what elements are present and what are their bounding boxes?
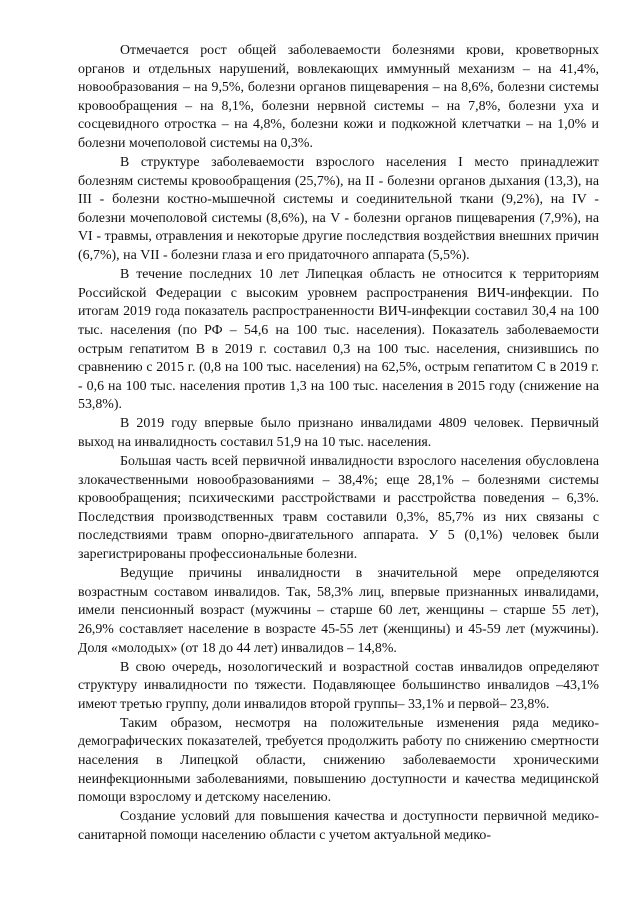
paragraph-adult-morbidity-structure: В структуре заболеваемости взрослого населения I место принадлежит болезням системы кровообращения (25,7%), на II - болезни органов дыхания (13,3), на III - болезни костно-мышечной системы и соединительной ткани (9,2%), на IV - болезни мочеполовой системы (8,6%), на V - болезни органов пищеварения (7,9%), на VI - травмы, отравления и некоторые другие последствия воздействия внешних причин (6,7%), на VII - болезни глаза и его придаточного аппарата (5,5%). (78, 155, 599, 264)
paragraph-disability-2019: В 2019 году впервые было признано инвалидами 4809 человек. Первичный выход на инвалидность составил 51,9 на 10 тыс. населения. (78, 416, 599, 450)
paragraph-disability-severity: В свою очередь, нозологический и возрастной состав инвалидов определяют структуру инвалидности по тяжести. Подавляющее большинство инвалидов –43,1% имеют третью группу, доли инвалидов второй группы– 33,1% и первой– 23,8%. (78, 659, 599, 712)
document-body (78, 42, 599, 846)
paragraph-disability-causes: Большая часть всей первичной инвалидности взрослого населения обусловлена злокачественными новообразованиями – 38,4%; еще 28,1% – болезнями системы кровообращения; психическими расстройствами и расстройства поведения – 6,3%. Последствия производственных травм составили 0,3%, 85,7% из них связаны с последствиями травм опорно-двигательного аппарата. У 5 (0,1%) человек были зарегистрированы профессиональные болезни. (78, 454, 599, 563)
paragraph-conclusion: Таким образом, несмотря на положительные изменения ряда медико-демографических показателей, требуется продолжить работу по снижению смертности населения в Липецкой области, снижению заболеваемости хроническими неинфекционными заболеваниями, повышению доступности и качества медицинской помощи взрослому и детскому населению. (78, 715, 599, 806)
paragraph-hiv-hepatitis: В течение последних 10 лет Липецкая область не относится к территориям Российской Федерации с высоким уровнем распространения ВИЧ-инфекции. По итогам 2019 года показатель распространенности ВИЧ-инфекции составил 30,4 на 100 тыс. населения (по РФ – 54,6 на 100 тыс. населения). Показатель заболеваемости острым гепатитом В в 2019 г. составил 0,3 на 100 тыс. населения, снизившись по сравнению с 2015 г. (0,8 на 100 тыс. населения) на 62,5%, острым гепатитом С в 2019 г. - 0,6 на 100 тыс. населения против 1,3 на 100 тыс. населения в 2015 году (снижение на 53,8%). (78, 267, 599, 413)
paragraph-primary-care: Создание условий для повышения качества и доступности первичной медико-санитарной помощи населению области с учетом актуальной медико- (78, 809, 599, 843)
paragraph-morbidity-growth: Отмечается рост общей заболеваемости болезнями крови, кроветворных органов и отдельных нарушений, вовлекающих иммунный механизм – на 41,4%, новообразования – на 9,5%, болезни органов пищеварения – на 8,6%, болезни системы кровообращения – на 8,1%, болезни нервной системы – на 7,8%, болезни уха и сосцевидного отростка – на 4,8%, болезни кожи и подкожной клетчатки – на 1,0% и болезни мочеполовой системы на 0,3%. (78, 43, 599, 151)
paragraph-disability-age: Ведущие причины инвалидности в значительной мере определяются возрастным составом инвалидов. Так, 58,3% лиц, впервые признанных инвалидами, имели пенсионный возраст (мужчины – старше 60 лет, женщины – старше 55 лет), 26,9% составляет население в возрасте 45-55 лет (женщины) и 45-59 лет (мужчины). Доля «молодых» (от 18 до 44 лет) инвалидов – 14,8%. (78, 566, 599, 656)
